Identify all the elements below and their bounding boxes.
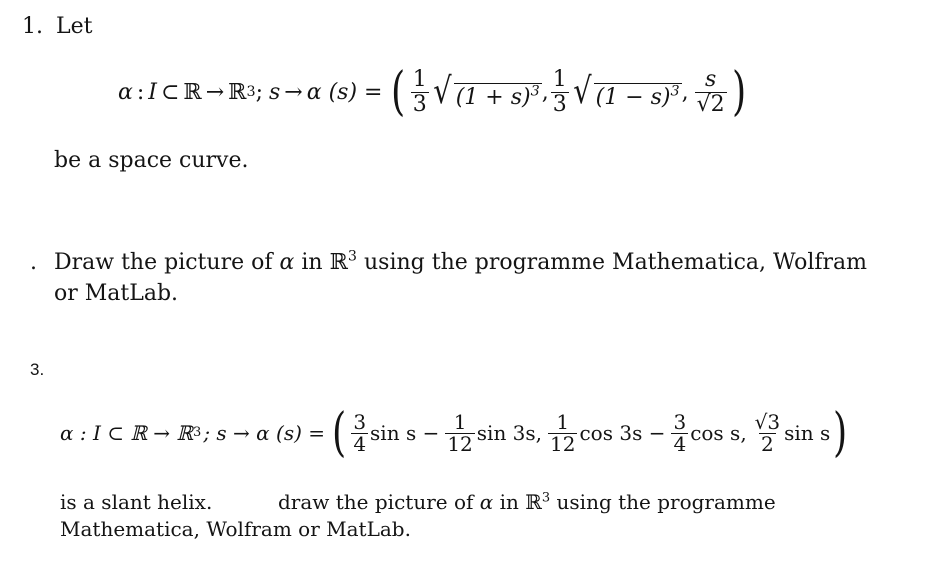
problem-1-equation: α : I ⊂ ℝ → ℝ 3 ; s → α (s) = ( $\frac{1}{3}$ √ $(1 + s)^3$ , $\frac{1}{3}$ √ $(1 - s)^3$ , $\frac{s}{√2}$ ) (118, 62, 746, 122)
numerator: √3 (754, 409, 781, 434)
radicand (454, 83, 542, 110)
item-2-line-1 (54, 250, 867, 275)
problem-1-after: be a space curve. (54, 148, 249, 173)
problem-3-line-1b (278, 490, 776, 514)
numerator: 1 (556, 409, 570, 434)
right-paren: ) (731, 62, 746, 122)
text: Draw the picture of (54, 250, 273, 275)
term: cos s, (690, 421, 747, 445)
maps-to-symbol: → (284, 79, 303, 105)
reals-symbol: ℝ (525, 490, 542, 514)
text: in (499, 490, 519, 514)
text: draw the picture of (278, 490, 474, 514)
text: using the programme Mathematica, Wolfram (363, 250, 868, 275)
exponent: 3 (541, 490, 551, 506)
problem-3-equation: α : I ⊂ ℝ → ℝ 3 ; s → α (s) = ( $\frac{3}{4}$ sin s − $\frac{1}{12}$ sin 3s, $\frac{1}{12}$ cos 3s − $\frac{3}{4}$ cos s, $\frac{√3}{2}$ sin s ) (60, 403, 848, 463)
denominator: 2 (761, 431, 774, 456)
term: cos 3s − (579, 421, 666, 445)
exponent: 3 (347, 248, 357, 265)
subset-symbol: ⊂ (160, 79, 180, 105)
item-2-bullet: . (30, 250, 37, 275)
numerator: 1 (412, 67, 427, 93)
denominator: 12 (447, 431, 473, 456)
comma: , (681, 79, 689, 105)
fraction-one-third (411, 68, 429, 115)
denominator: 12 (550, 431, 576, 456)
denominator: √2 (696, 91, 725, 117)
numerator: 3 (353, 409, 367, 434)
left-paren: ( (332, 403, 347, 463)
problem-1-header (22, 14, 92, 39)
reals-symbol: ℝ (329, 250, 348, 275)
numerator: 1 (552, 67, 567, 93)
arrow-symbol: → (205, 79, 225, 105)
text: in (301, 250, 323, 275)
radicand-text: (1 − s) (595, 84, 671, 110)
text: using the programme (556, 490, 776, 514)
s-variable: s (268, 79, 281, 105)
radicand-text: (1 + s) (455, 84, 531, 110)
term: sin s (784, 421, 831, 445)
term: sin 3s, (476, 421, 543, 445)
left-paren: ( (391, 62, 406, 122)
reals-symbol: ℝ (183, 79, 202, 105)
problem-1-number: 1. (22, 14, 43, 39)
problem-1-intro: Let (56, 14, 93, 39)
problem-3-line-1a: is a slant helix. (60, 490, 213, 514)
denominator: 3 (552, 91, 567, 117)
sqrt-1 (431, 71, 542, 112)
fraction (351, 409, 368, 456)
alpha-symbol: α (279, 250, 295, 275)
lhs-rest: ; s → α (s) = (203, 421, 326, 445)
numerator: s (704, 67, 717, 93)
fraction-s-over-sqrt2 (695, 68, 727, 115)
alpha-of-s: α (s) = (306, 79, 383, 105)
fraction-one-third (551, 68, 569, 115)
fraction (445, 409, 474, 456)
denominator: 4 (353, 431, 367, 456)
exponent: 3 (530, 83, 540, 100)
exponent: 3 (670, 83, 680, 100)
numerator: 3 (673, 409, 687, 434)
colon-symbol: : (136, 79, 145, 105)
fraction (753, 409, 782, 456)
numerator: 1 (453, 409, 467, 434)
radical-sign: √ (433, 71, 452, 112)
problem-3-number: 3. (30, 360, 45, 379)
fraction (671, 409, 688, 456)
right-paren: ) (833, 403, 848, 463)
denominator: 3 (412, 91, 427, 117)
item-2-line-2: or MatLab. (54, 281, 179, 306)
semicolon: ; (255, 79, 263, 105)
alpha-symbol: α (479, 490, 494, 514)
radical-sign: √ (572, 71, 592, 112)
problem-3-line-2: Mathematica, Wolfram or MatLab. (60, 517, 411, 541)
denominator: 4 (673, 431, 687, 456)
interval-symbol: I (148, 79, 157, 105)
comma: , (541, 79, 549, 105)
lhs-text: α : I ⊂ ℝ → ℝ (60, 421, 194, 445)
alpha-symbol: α (118, 79, 133, 105)
reals-symbol: ℝ (228, 79, 247, 105)
term: sin s − (370, 421, 440, 445)
fraction (548, 409, 577, 456)
sqrt-2 (571, 71, 682, 112)
radicand (594, 83, 682, 110)
